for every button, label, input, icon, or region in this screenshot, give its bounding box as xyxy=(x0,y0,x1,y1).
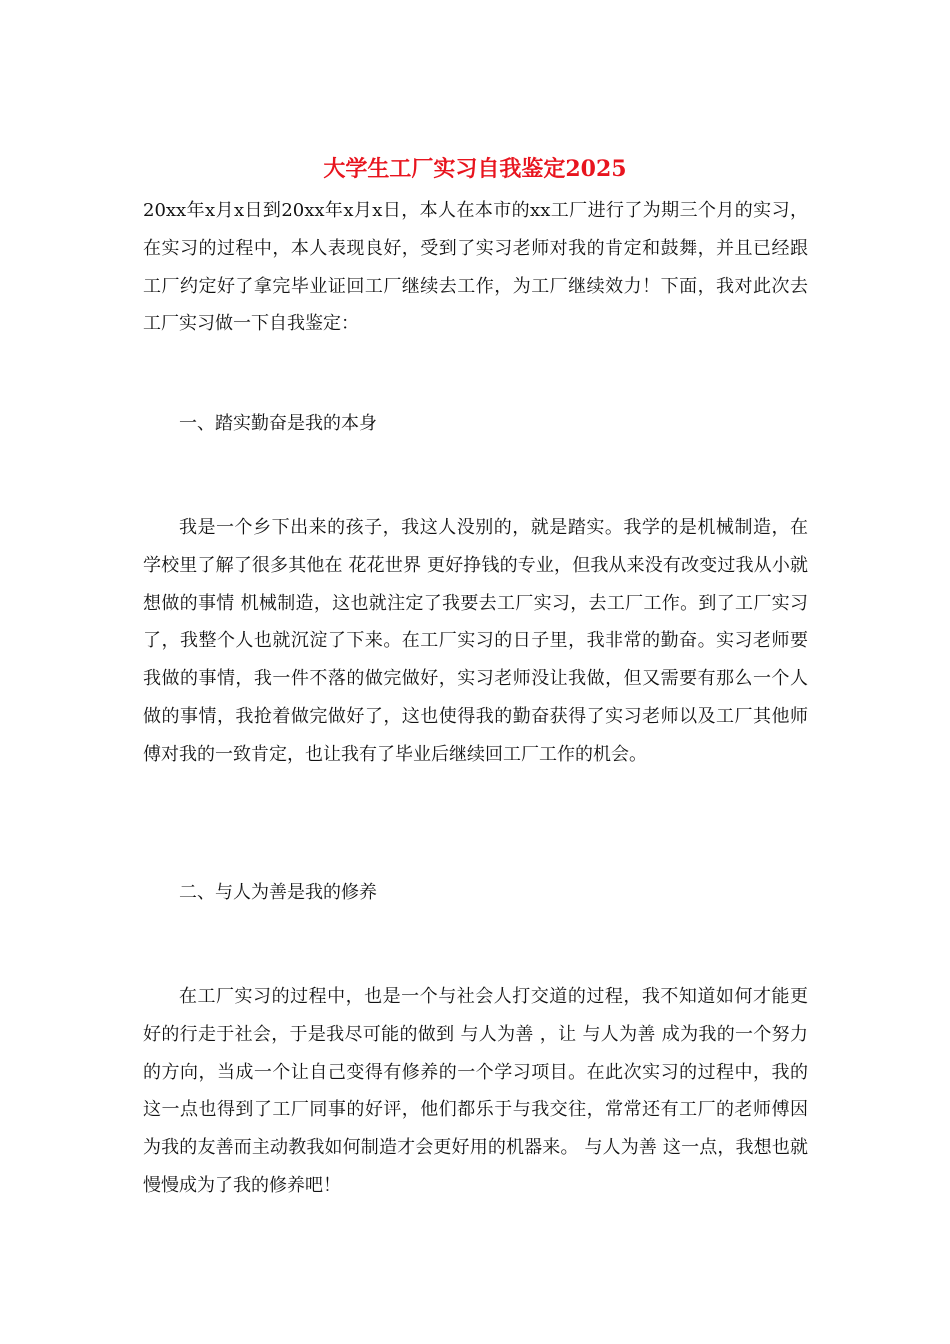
section-1-body: 我是一个乡下出来的孩子，我这人没别的，就是踏实。我学的是机械制造，在学校里了解了很多其他在 花花世界 更好挣钱的专业，但我从来没有改变过我从小就想做的事情 机械制造，这也就注定了我要去工厂实习，去工厂工作。到了工厂实习了，我整个人也就沉淀了下来。在工厂实习的日子里，我非常的勤奋。实习老师要我做的事情，我一件不落的做完做好，实习老师没让我做，但又需要有那么一个人做的事情，我抢着做完做好了，这也使得我的勤奋获得了实习老师以及工厂其他师傅对我的一致肯定，也让我有了毕业后继续回工厂工作的机会。 xyxy=(143,517,808,765)
section-2-body: 在工厂实习的过程中，也是一个与社会人打交道的过程，我不知道如何才能更好的行走于社会，于是我尽可能的做到 与人为善 ，让 与人为善 成为我的一个努力的方向，当成一个让自己变得有修养的一个学习项目。在此次实习的过程中，我的这一点也得到了工厂同事的好评，他们都乐于与我交往，常常还有工厂的老师傅因为我的友善而主动教我如何制造才会更好用的机器来。 与人为善 这一点，我想也就慢慢成为了我的修养吧！ xyxy=(143,986,808,1196)
intro-paragraph: 20xx年x月x日到20xx年x月x日，本人在本市的xx工厂进行了为期三个月的实习，在实习的过程中，本人表现良好，受到了实习老师对我的肯定和鼓舞，并且已经跟工厂约定好了拿完毕业证回工厂继续去工作，为工厂继续效力！下面，我对此次去工厂实习做一下自我鉴定： xyxy=(143,200,808,335)
section-2-heading: 二、与人为善是我的修养 xyxy=(179,882,377,903)
section-1-heading: 一、踏实勤奋是我的本身 xyxy=(179,413,377,434)
document-title: 大学生工厂实习自我鉴定2025 xyxy=(323,156,627,182)
